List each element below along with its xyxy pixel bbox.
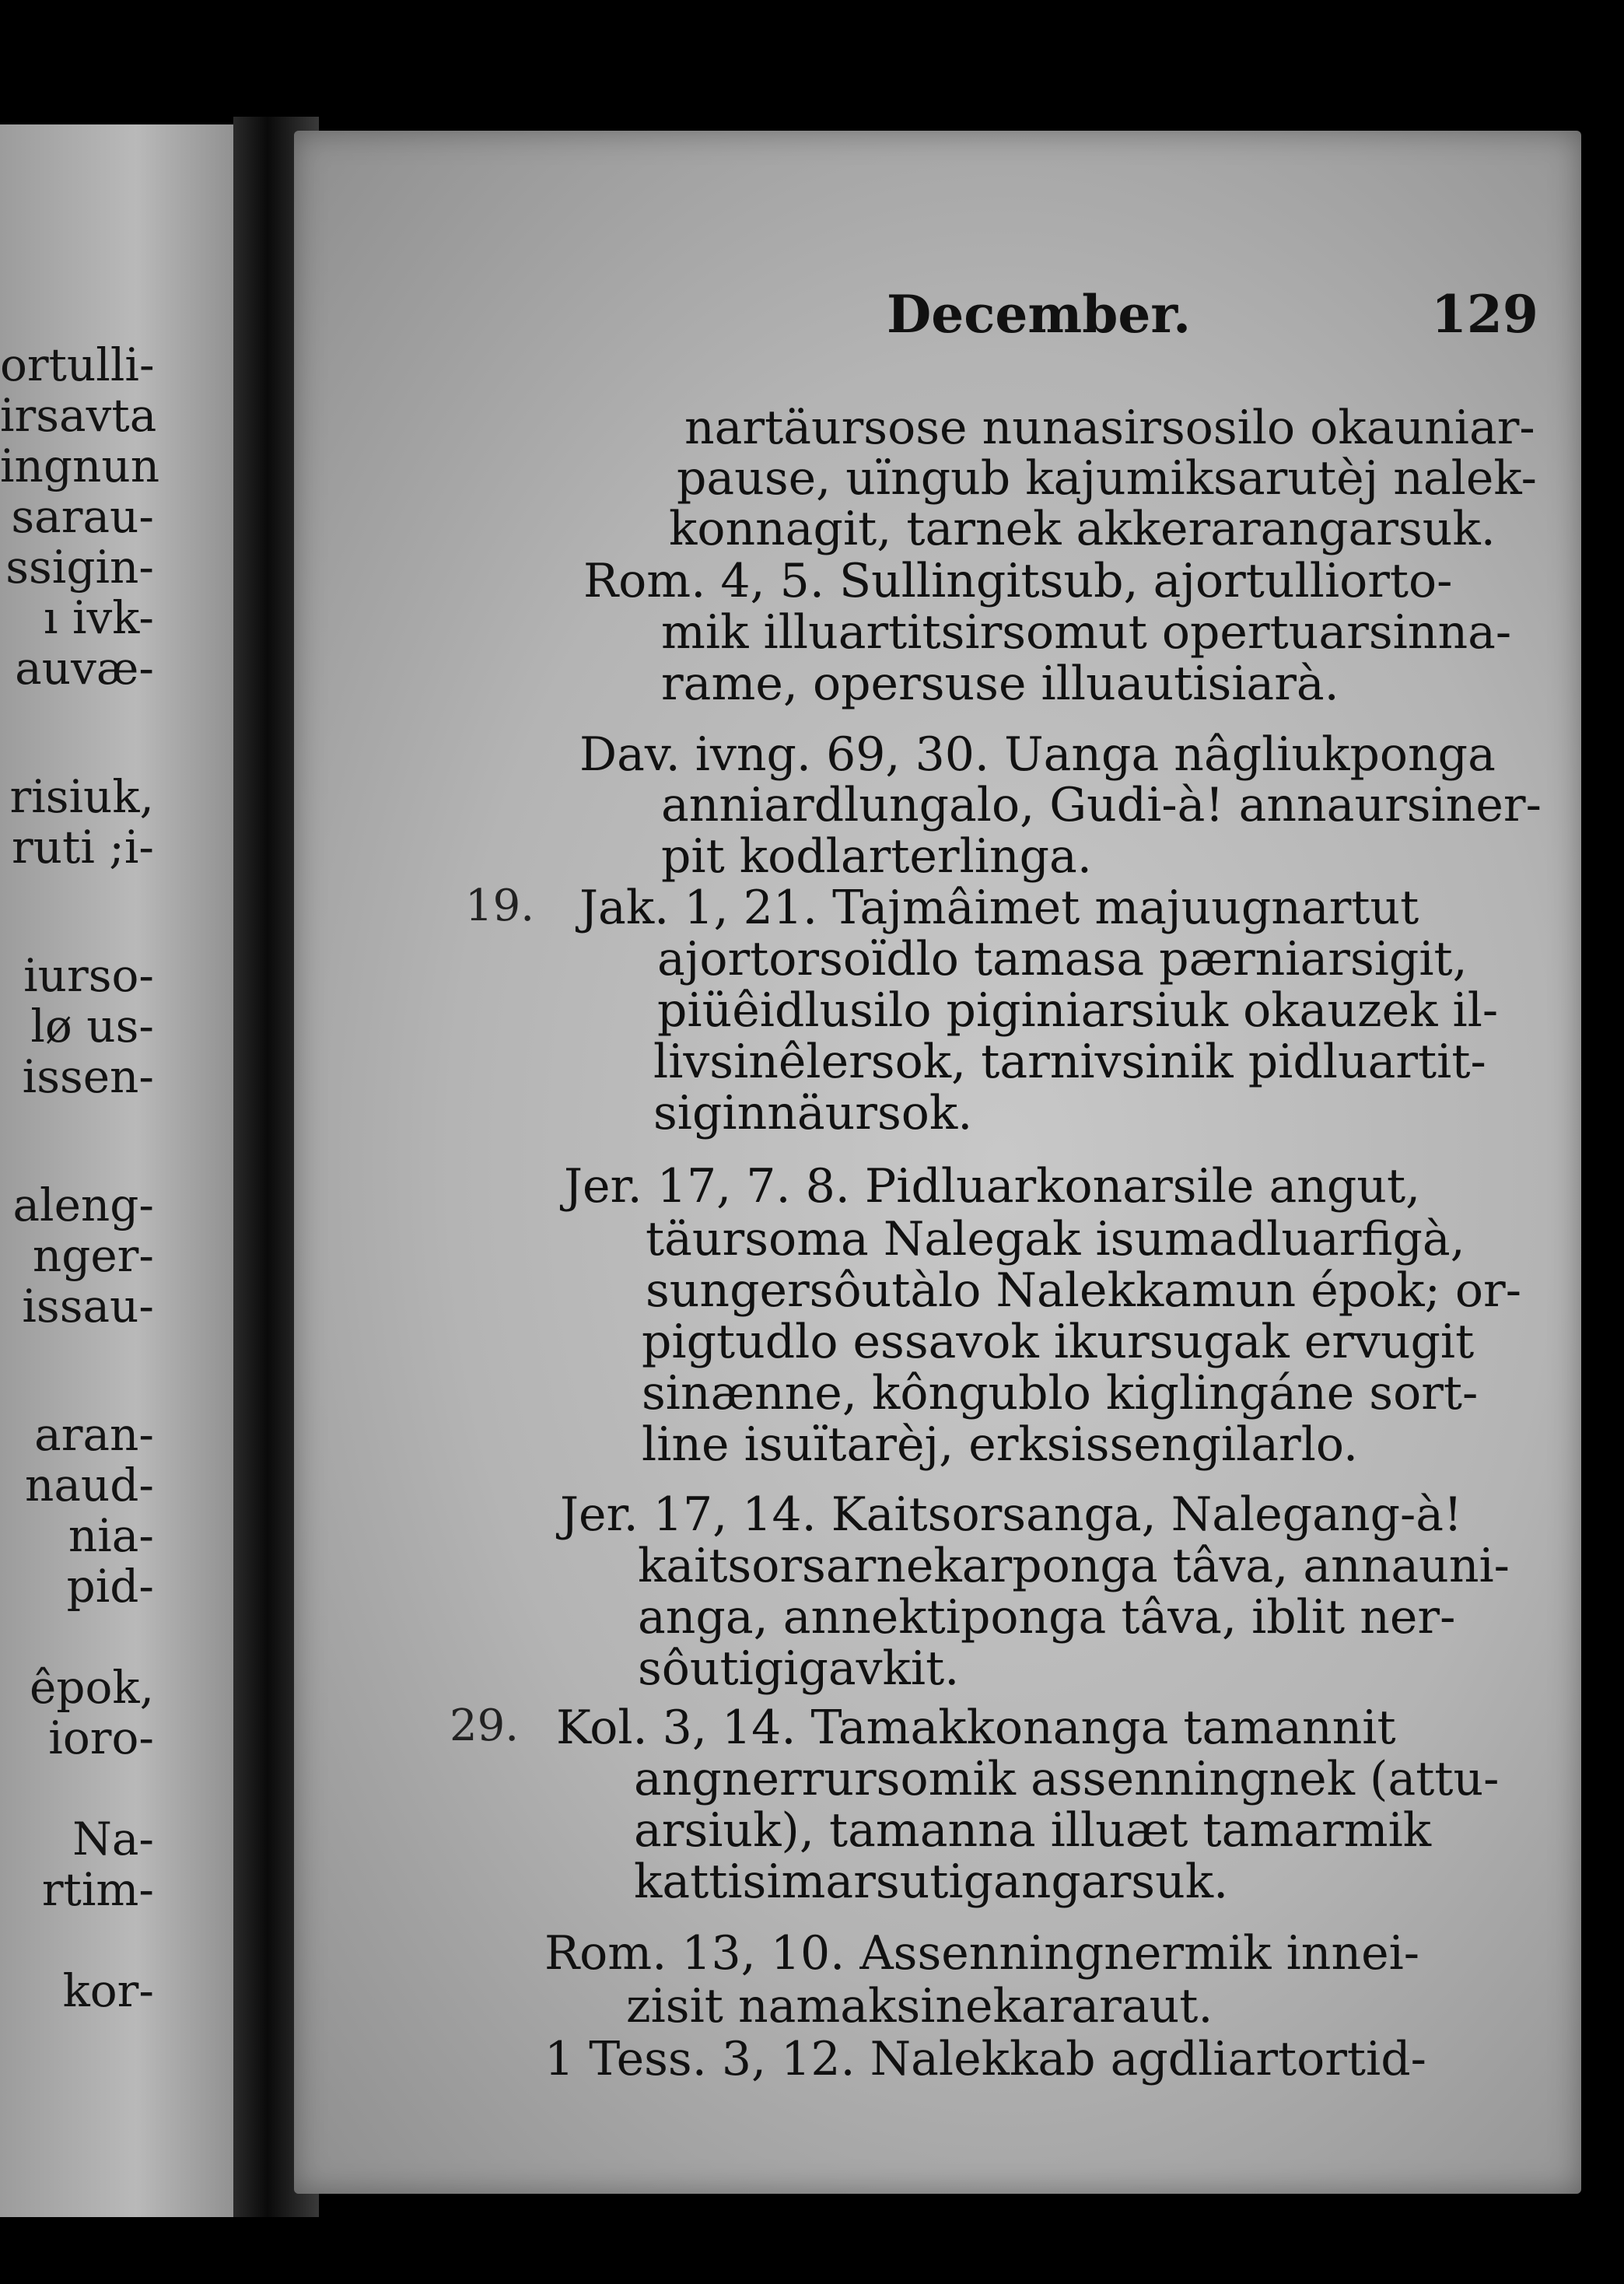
text-line: Kol. 3, 14. Tamakkonanga tamannit: [556, 1701, 1396, 1755]
text-line: Jer. 17, 14. Kaitsorsanga, Nalegang-à!: [560, 1487, 1463, 1542]
text-line: rame, opersuse illuautisiarà.: [661, 657, 1339, 711]
left-fragment: ortulli-: [0, 338, 155, 391]
text-line: mik illuartitsirsomut opertuarsinna-: [661, 605, 1512, 660]
text-line: Rom. 13, 10. Assenningnermik innei-: [544, 1926, 1420, 1981]
page-number: 129: [1431, 284, 1538, 345]
left-fragment: pid-: [66, 1560, 154, 1613]
left-fragment: ingnun: [0, 440, 160, 492]
text-line: sinænne, kôngublo kiglingáne sort-: [642, 1366, 1479, 1420]
text-line: sôutigigavkit.: [638, 1641, 960, 1696]
text-line: kaitsorsarnekarponga tâva, annauni-: [638, 1539, 1510, 1593]
text-line: Rom. 4, 5. Sullingitsub, ajortulliorto-: [583, 554, 1453, 608]
left-fragment: auvæ-: [15, 642, 154, 695]
text-line: pigtudlo essavok ikursugak ervugit: [642, 1315, 1475, 1369]
left-fragment: risiuk,: [9, 770, 154, 823]
left-fragment: rtim-: [41, 1863, 154, 1916]
text-line: siginnäursok.: [653, 1086, 973, 1140]
text-line: zisit namaksinekararaut.: [626, 1979, 1213, 2034]
page-header-month: December.: [887, 284, 1192, 345]
text-line: pause, uïngub kajumiksarutèj nalek-: [677, 451, 1537, 506]
left-fragment: ioro-: [48, 1711, 154, 1764]
left-fragment: issen-: [22, 1050, 154, 1103]
text-line: pit kodlarterlinga.: [661, 829, 1092, 884]
text-line: livsinêlersok, tarnivsinik pidluartit-: [653, 1035, 1486, 1089]
text-line: 1 Tess. 3, 12. Nalekkab agdliartortid-: [544, 2032, 1426, 2086]
left-page: [0, 124, 247, 2217]
text-line: täursoma Nalegak isumadluarfigà,: [646, 1212, 1465, 1266]
left-fragment: issau-: [22, 1280, 154, 1333]
left-fragment: Na-: [72, 1813, 154, 1865]
left-fragment: nger-: [32, 1229, 154, 1282]
text-line: angnerrursomik assenningnek (attu-: [634, 1752, 1500, 1806]
text-line: anniardlungalo, Gudi-à! annaursiner-: [661, 778, 1542, 832]
left-fragment: ruti ;i-: [11, 821, 154, 874]
left-fragment: êpok,: [30, 1661, 154, 1714]
text-line: anga, annektiponga tâva, iblit ner-: [638, 1590, 1456, 1645]
left-fragment: naud-: [24, 1459, 154, 1512]
text-line: kattisimarsutigangarsuk.: [634, 1855, 1229, 1909]
left-fragment: aran-: [34, 1408, 154, 1461]
left-fragment: irsavta: [0, 389, 157, 442]
left-fragment: sarau-: [11, 490, 154, 543]
left-fragment: kor-: [62, 1964, 154, 2017]
text-line: sungersôutàlo Nalekkamun épok; or-: [646, 1263, 1521, 1318]
left-fragment: lø us-: [30, 1000, 154, 1053]
text-line: nartäursose nunasirsosilo okauniar-: [684, 401, 1535, 455]
text-line: ajortorsoïdlo tamasa pærniarsigit,: [657, 932, 1468, 986]
left-fragment: nia-: [68, 1509, 154, 1562]
left-fragment: ı ivk-: [43, 591, 154, 644]
left-fragment: ssigin-: [5, 541, 154, 594]
text-line: piüêidlusilo piginiarsiuk okauzek il-: [657, 983, 1499, 1038]
text-line: Dav. ivng. 69, 30. Uanga nâgliukponga: [579, 727, 1496, 782]
date-number: 19.: [465, 881, 535, 931]
left-fragment: iursо-: [23, 949, 154, 1002]
text-line: konnagit, tarnek akkerarangarsuk.: [669, 502, 1496, 556]
text-line: line isuïtarèj, erksissengilarlo.: [642, 1417, 1359, 1472]
left-fragment: aleng-: [12, 1179, 154, 1231]
text-line: Jak. 1, 21. Tajmâimet majuugnartut: [579, 881, 1419, 935]
text-line: Jer. 17, 7. 8. Pidluarkonarsile angut,: [564, 1159, 1421, 1214]
text-line: arsiuk), tamanna illuæt tamarmik: [634, 1803, 1432, 1858]
date-number: 29.: [450, 1701, 520, 1751]
